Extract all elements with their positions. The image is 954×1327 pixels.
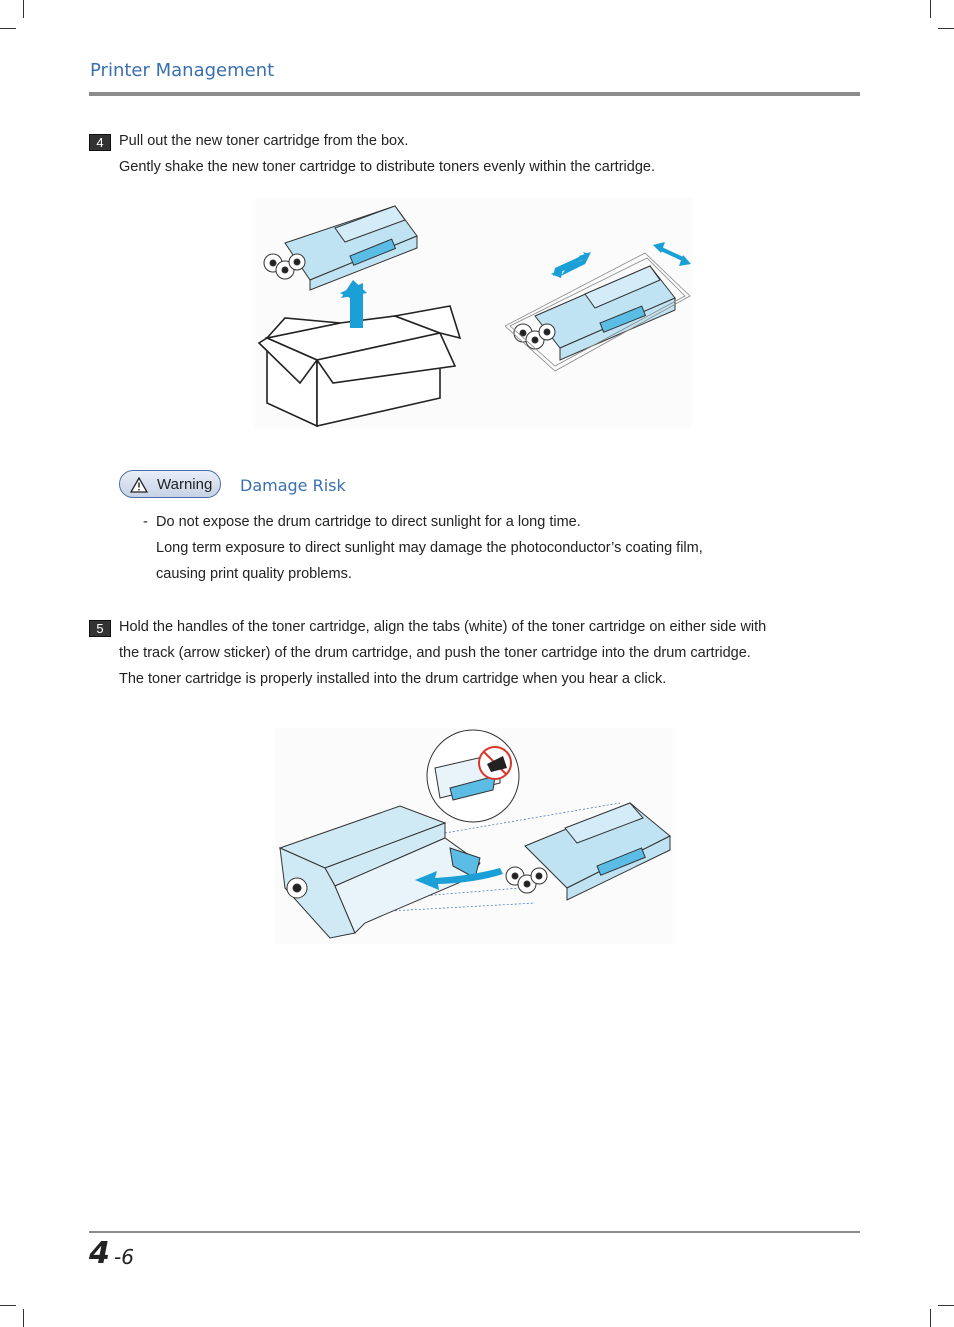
no-touch-icon — [479, 747, 511, 779]
crop-mark — [938, 1305, 954, 1306]
footer-rule — [89, 1231, 860, 1233]
crop-mark — [938, 28, 954, 29]
toner-cartridge-illustration — [264, 206, 417, 290]
warning-triangle-icon — [130, 477, 148, 493]
warning-text: Long term exposure to direct sunlight may damage the photoconductor’s coating film, — [156, 540, 703, 556]
page-number-suffix: -6 — [114, 1245, 134, 1269]
warning-text: Do not expose the drum cartridge to direct sunlight for a long time. — [156, 514, 581, 530]
warning-text: causing print quality problems. — [156, 566, 352, 582]
crop-mark — [0, 1305, 16, 1306]
toner-cartridge-shaking-illustration — [514, 266, 675, 360]
crop-mark — [23, 0, 24, 18]
crop-mark — [930, 0, 931, 18]
shake-arrow-icon — [653, 242, 691, 266]
arrow-up-icon — [340, 280, 367, 328]
crop-mark — [0, 28, 16, 29]
figure-unbox-and-shake — [255, 198, 691, 428]
page-number-chapter: 4 — [89, 1236, 110, 1271]
header-rule — [89, 92, 860, 96]
step-text: Hold the handles of the toner cartridge, align the tabs (white) of the toner cartridge on either side with — [119, 619, 767, 635]
warning-badge — [119, 470, 221, 498]
warning-title: Damage Risk — [240, 476, 346, 495]
figure-insert-toner-into-drum — [275, 728, 673, 944]
bullet-marker: - — [143, 514, 148, 530]
step-number: 5 — [89, 620, 111, 637]
step-text: The toner cartridge is properly installed into the drum cartridge when you hear a click. — [119, 671, 667, 687]
crop-mark — [930, 1309, 931, 1327]
drum-cartridge-illustration — [280, 806, 480, 938]
step-text: Gently shake the new toner cartridge to distribute toners evenly within the cartridge. — [119, 159, 655, 175]
step-number: 4 — [89, 134, 111, 151]
warning-label: Warning — [157, 476, 213, 493]
step-text: Pull out the new toner cartridge from the box. — [119, 133, 409, 149]
crop-mark — [23, 1309, 24, 1327]
toner-cartridge-illustration — [506, 803, 670, 900]
step-text: the track (arrow sticker) of the drum cartridge, and push the toner cartridge into the drum cartridge. — [119, 645, 751, 661]
running-header: Printer Management — [90, 60, 275, 81]
